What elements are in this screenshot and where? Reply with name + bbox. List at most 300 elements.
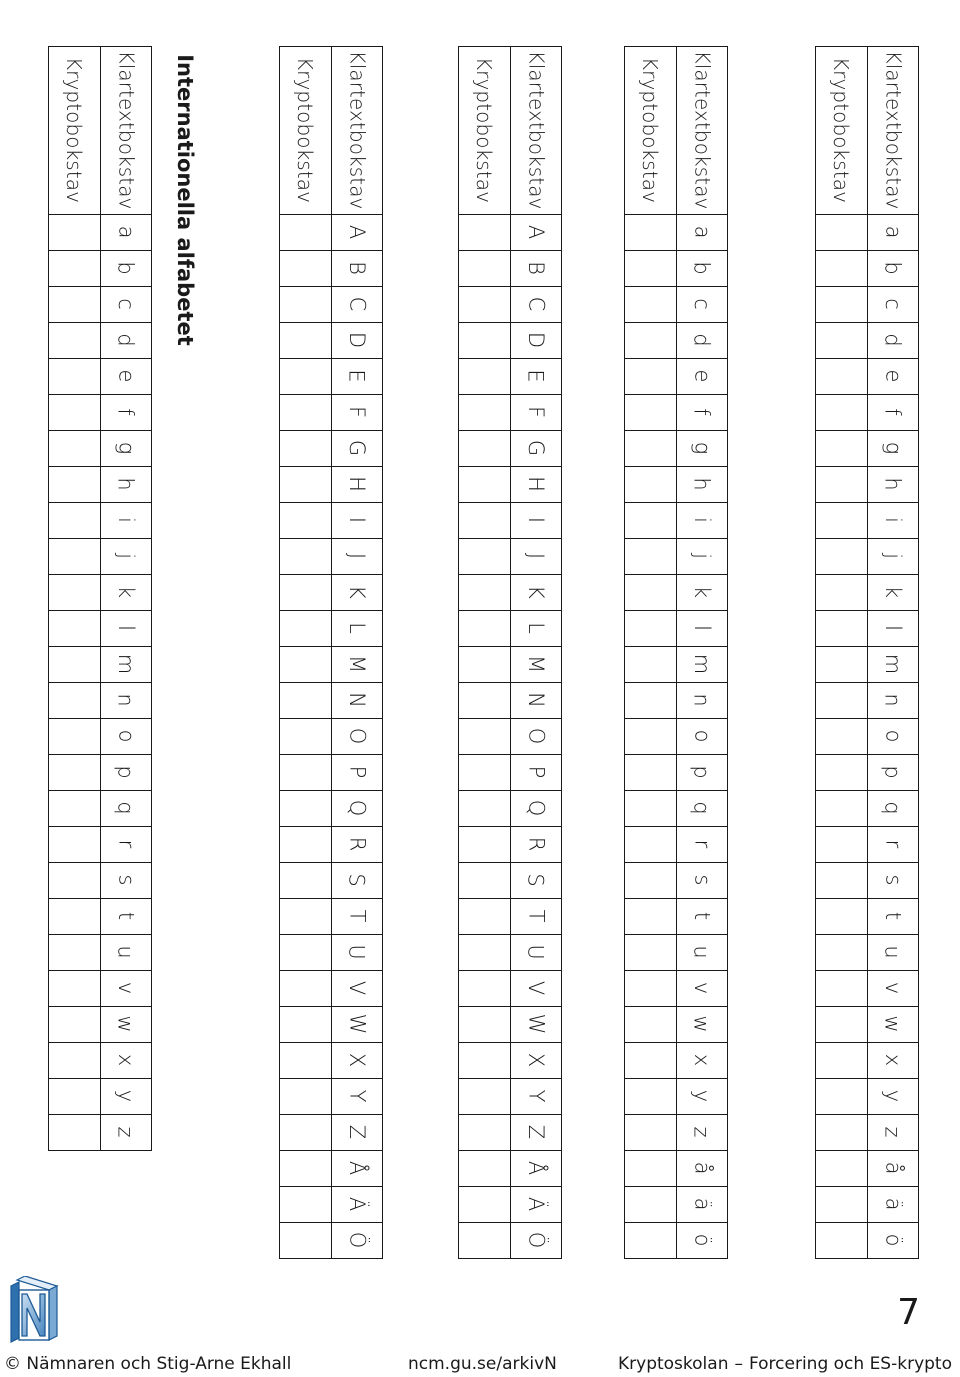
plaintext-letter [331, 574, 383, 610]
cipher-letter-input[interactable] [816, 539, 866, 573]
section-heading-text: Internationella alfabetet [173, 54, 197, 346]
cipher-letter-input[interactable] [816, 503, 866, 537]
cipher-row-label-text: Kryptobokstav [829, 56, 853, 204]
cipher-letter-input[interactable] [459, 287, 509, 321]
plaintext-letter-text: j [114, 553, 138, 559]
plaintext-letter-text: g [689, 441, 714, 455]
cipher-letter-input[interactable] [625, 1223, 675, 1257]
cipher-letter-input[interactable] [49, 971, 99, 1005]
cipher-letter-input[interactable] [816, 215, 866, 249]
cipher-letter-input[interactable] [459, 827, 509, 861]
cipher-letter-input[interactable] [459, 359, 509, 393]
plaintext-letter-text: Å [524, 1160, 548, 1176]
grid-line [458, 1258, 562, 1259]
plaintext-letter [100, 934, 152, 970]
cipher-letter-input[interactable] [816, 899, 866, 933]
cipher-letter-input[interactable] [49, 863, 99, 897]
plaintext-letter [100, 1078, 152, 1114]
grid-line [48, 1150, 152, 1151]
plaintext-letter-text: n [881, 693, 905, 707]
plaintext-letter-text: D [344, 331, 369, 349]
cipher-letter-input[interactable] [49, 251, 99, 285]
cipher-letter-input[interactable] [459, 503, 509, 537]
plaintext-row-label [867, 46, 919, 214]
cipher-letter-input[interactable] [625, 971, 675, 1005]
cipher-letter-input[interactable] [459, 1151, 509, 1185]
plaintext-letter-text: T [344, 909, 369, 923]
plaintext-letter-text: y [881, 1089, 905, 1103]
cipher-letter-input[interactable] [816, 431, 866, 465]
plaintext-letter [331, 502, 383, 538]
plaintext-letter-text: e [113, 369, 138, 383]
cipher-letter-input[interactable] [49, 467, 99, 501]
cipher-letter-input[interactable] [459, 791, 509, 825]
cipher-letter-input[interactable] [459, 467, 509, 501]
cipher-letter-input[interactable] [49, 503, 99, 537]
cipher-letter-input[interactable] [49, 1043, 99, 1077]
plaintext-letter [100, 502, 152, 538]
cipher-letter-input[interactable] [816, 611, 866, 645]
cipher-letter-input[interactable] [816, 827, 866, 861]
plaintext-letter [510, 790, 562, 826]
cipher-letter-input[interactable] [49, 323, 99, 357]
cipher-letter-input[interactable] [280, 1187, 330, 1221]
plaintext-letter [676, 358, 728, 394]
plaintext-letter-text: W [523, 1013, 548, 1035]
cipher-letter-input[interactable] [816, 1043, 866, 1077]
plaintext-letter [331, 322, 383, 358]
cipher-letter-input[interactable] [280, 1043, 330, 1077]
cipher-letter-input[interactable] [459, 251, 509, 285]
cipher-letter-input[interactable] [459, 863, 509, 897]
plaintext-letter [331, 682, 383, 718]
plaintext-row-label-text: Klartextbokstav [690, 50, 714, 210]
cipher-letter-input[interactable] [459, 395, 509, 429]
cipher-letter-input[interactable] [625, 323, 675, 357]
cipher-letter-input[interactable] [816, 647, 866, 681]
cipher-letter-input[interactable] [280, 863, 330, 897]
cipher-letter-input[interactable] [625, 647, 675, 681]
plaintext-row-label-text: Klartextbokstav [881, 50, 905, 210]
plaintext-letter [676, 1078, 728, 1114]
plaintext-letter-text: q [114, 801, 138, 815]
plaintext-letter [676, 898, 728, 934]
cipher-letter-input[interactable] [49, 287, 99, 321]
cipher-letter-input[interactable] [625, 215, 675, 249]
plaintext-letter [331, 610, 383, 646]
plaintext-letter [676, 214, 728, 250]
plaintext-letter [867, 538, 919, 574]
cipher-letter-input[interactable] [280, 431, 330, 465]
cipher-letter-input[interactable] [49, 611, 99, 645]
cipher-letter-input[interactable] [816, 1187, 866, 1221]
cipher-letter-input[interactable] [49, 215, 99, 249]
plaintext-letter-text: å [881, 1161, 905, 1175]
cipher-letter-input[interactable] [625, 899, 675, 933]
plaintext-letter [100, 430, 152, 466]
plaintext-letter [676, 430, 728, 466]
cipher-letter-input[interactable] [459, 971, 509, 1005]
plaintext-letter-text: j [881, 553, 905, 559]
plaintext-letter-text: b [881, 261, 905, 275]
plaintext-letter [676, 466, 728, 502]
cipher-letter-input[interactable] [280, 395, 330, 429]
cipher-letter-input[interactable] [280, 323, 330, 357]
cipher-letter-input[interactable] [625, 287, 675, 321]
cipher-letter-input[interactable] [625, 863, 675, 897]
plaintext-letter [331, 970, 383, 1006]
plaintext-letter [100, 538, 152, 574]
plaintext-letter-text: X [523, 1052, 548, 1068]
cipher-letter-input[interactable] [625, 611, 675, 645]
cipher-letter-input[interactable] [49, 935, 99, 969]
plaintext-row-label-text: Klartextbokstav [345, 50, 369, 210]
plaintext-letter-text: D [523, 331, 548, 349]
plaintext-letter [510, 466, 562, 502]
cipher-letter-input[interactable] [49, 719, 99, 753]
cipher-letter-input[interactable] [459, 647, 509, 681]
cipher-letter-input[interactable] [625, 1079, 675, 1113]
cipher-letter-input[interactable] [625, 539, 675, 573]
plaintext-letter-text: x [114, 1053, 138, 1067]
plaintext-letter [676, 1042, 728, 1078]
plaintext-letter [100, 790, 152, 826]
cipher-letter-input[interactable] [459, 1007, 509, 1041]
plaintext-letter-text: L [344, 622, 369, 634]
plaintext-letter [676, 718, 728, 754]
plaintext-letter [867, 718, 919, 754]
footer-topic: Forcering och ES-krypto [748, 1354, 952, 1374]
plaintext-letter-text: H [523, 476, 548, 492]
plaintext-letter [100, 754, 152, 790]
plaintext-letter [331, 862, 383, 898]
cipher-letter-input[interactable] [49, 647, 99, 681]
cipher-letter-input[interactable] [280, 719, 330, 753]
page-number: 7 [897, 1292, 920, 1333]
cipher-letter-input[interactable] [49, 1115, 99, 1149]
cipher-letter-input[interactable] [459, 215, 509, 249]
cipher-letter-input[interactable] [816, 971, 866, 1005]
plaintext-letter-text: Q [524, 799, 548, 817]
plaintext-letter [100, 394, 152, 430]
cipher-letter-input[interactable] [280, 251, 330, 285]
cipher-letter-input[interactable] [816, 863, 866, 897]
cipher-letter-input[interactable] [816, 359, 866, 393]
plaintext-letter [510, 250, 562, 286]
plaintext-letter [100, 1042, 152, 1078]
cipher-letter-input[interactable] [816, 1151, 866, 1185]
cipher-letter-input[interactable] [459, 611, 509, 645]
cipher-letter-input[interactable] [816, 719, 866, 753]
footer-series-name: Kryptoskolan [618, 1354, 729, 1374]
plaintext-letter-text: t [880, 911, 905, 921]
cipher-letter-input[interactable] [625, 503, 675, 537]
plaintext-letter [867, 826, 919, 862]
cipher-letter-input[interactable] [49, 755, 99, 789]
cipher-letter-input[interactable] [625, 395, 675, 429]
cipher-letter-input[interactable] [280, 755, 330, 789]
cipher-letter-input[interactable] [280, 539, 330, 573]
plaintext-letter [676, 646, 728, 682]
cipher-letter-input[interactable] [49, 395, 99, 429]
plaintext-letter-text: C [344, 296, 369, 312]
plaintext-letter-text: p [881, 765, 905, 779]
cipher-letter-input[interactable] [625, 1187, 675, 1221]
plaintext-letter-text: V [345, 980, 369, 996]
cipher-letter-input[interactable] [459, 1079, 509, 1113]
plaintext-letter-text: P [344, 765, 369, 779]
cipher-letter-input[interactable] [280, 899, 330, 933]
plaintext-letter [331, 790, 383, 826]
plaintext-letter-text: J [344, 552, 369, 560]
cipher-letter-input[interactable] [49, 431, 99, 465]
cipher-letter-input[interactable] [280, 971, 330, 1005]
plaintext-letter-text: i [114, 517, 138, 523]
cipher-letter-input[interactable] [459, 1223, 509, 1257]
plaintext-letter-text: t [689, 911, 714, 921]
plaintext-letter-text: m [881, 653, 905, 675]
plaintext-letter [331, 1042, 383, 1078]
cipher-letter-input[interactable] [459, 539, 509, 573]
cipher-letter-input[interactable] [625, 251, 675, 285]
plaintext-letter-text: y [690, 1089, 714, 1103]
cipher-letter-input[interactable] [49, 1079, 99, 1113]
plaintext-letter-text: X [344, 1052, 369, 1068]
plaintext-letter-text: q [690, 801, 714, 815]
cipher-letter-input[interactable] [280, 359, 330, 393]
cipher-letter-input[interactable] [49, 827, 99, 861]
cipher-letter-input[interactable] [816, 395, 866, 429]
plaintext-letter [676, 1150, 728, 1186]
cipher-letter-input[interactable] [280, 287, 330, 321]
plaintext-letter-text: o [113, 729, 138, 743]
cipher-letter-input[interactable] [816, 323, 866, 357]
cipher-row-label [48, 46, 100, 214]
plaintext-letter-text: g [113, 441, 138, 455]
cipher-letter-input[interactable] [459, 935, 509, 969]
cipher-letter-input[interactable] [280, 791, 330, 825]
cipher-letter-input[interactable] [459, 323, 509, 357]
cipher-letter-input[interactable] [816, 683, 866, 717]
plaintext-letter [676, 250, 728, 286]
cipher-letter-input[interactable] [280, 1151, 330, 1185]
plaintext-letter-text: E [524, 369, 548, 383]
plaintext-letter-text: A [345, 224, 369, 240]
plaintext-letter [867, 754, 919, 790]
cipher-letter-input[interactable] [625, 467, 675, 501]
cipher-letter-input[interactable] [459, 755, 509, 789]
plaintext-letter-text: u [114, 945, 138, 959]
plaintext-letter [510, 394, 562, 430]
section-heading [165, 54, 205, 346]
plaintext-letter-text: a [114, 225, 138, 239]
cipher-letter-input[interactable] [280, 1079, 330, 1113]
cipher-letter-input[interactable] [816, 755, 866, 789]
footer-separator: – [734, 1354, 743, 1374]
cipher-letter-input[interactable] [625, 683, 675, 717]
cipher-row-label [279, 46, 331, 214]
cipher-letter-input[interactable] [625, 1151, 675, 1185]
plaintext-letter [676, 826, 728, 862]
plaintext-letter [100, 574, 152, 610]
cipher-letter-input[interactable] [625, 719, 675, 753]
plaintext-letter [867, 358, 919, 394]
cipher-letter-input[interactable] [280, 827, 330, 861]
plaintext-letter [331, 466, 383, 502]
plaintext-letter-text: h [690, 477, 714, 491]
cipher-letter-input[interactable] [625, 791, 675, 825]
cipher-letter-input[interactable] [49, 539, 99, 573]
plaintext-letter [510, 718, 562, 754]
plaintext-letter [331, 1222, 383, 1258]
cipher-letter-input[interactable] [280, 1007, 330, 1041]
cipher-letter-input[interactable] [280, 683, 330, 717]
plaintext-letter [676, 790, 728, 826]
cipher-letter-input[interactable] [625, 1043, 675, 1077]
cipher-letter-input[interactable] [459, 899, 509, 933]
plaintext-letter-text: i [881, 517, 905, 523]
cipher-letter-input[interactable] [459, 431, 509, 465]
plaintext-letter-text: P [523, 765, 548, 779]
plaintext-letter-text: Ö [524, 1231, 548, 1249]
plaintext-row-label [510, 46, 562, 214]
plaintext-letter [676, 322, 728, 358]
cipher-letter-input[interactable] [816, 1079, 866, 1113]
plaintext-letter-text: d [881, 333, 905, 347]
page-footer [0, 1354, 960, 1376]
plaintext-letter-text: F [524, 405, 548, 419]
cipher-letter-input[interactable] [49, 359, 99, 393]
grid-line [624, 1258, 728, 1259]
plaintext-letter [510, 682, 562, 718]
cipher-letter-input[interactable] [625, 935, 675, 969]
plaintext-letter-text: S [524, 873, 548, 887]
cipher-letter-input[interactable] [49, 1007, 99, 1041]
cipher-letter-input[interactable] [49, 899, 99, 933]
plaintext-letter-text: z [114, 1126, 138, 1138]
plaintext-letter [676, 574, 728, 610]
plaintext-letter [867, 286, 919, 322]
plaintext-letter-text: E [345, 369, 369, 383]
plaintext-letter [867, 1114, 919, 1150]
cipher-letter-input[interactable] [459, 683, 509, 717]
cipher-letter-input[interactable] [280, 503, 330, 537]
plaintext-letter-text: w [690, 1015, 714, 1033]
cipher-letter-input[interactable] [625, 1115, 675, 1149]
plaintext-letter [676, 286, 728, 322]
plaintext-letter [867, 682, 919, 718]
cipher-letter-input[interactable] [49, 683, 99, 717]
cipher-letter-input[interactable] [459, 719, 509, 753]
cipher-letter-input[interactable] [280, 1115, 330, 1149]
plaintext-letter-text: A [524, 224, 548, 240]
plaintext-letter-text: z [690, 1126, 714, 1138]
plaintext-letter-text: Å [345, 1160, 369, 1176]
cipher-letter-input[interactable] [280, 647, 330, 681]
cipher-letter-input[interactable] [280, 575, 330, 609]
cipher-row-label [624, 46, 676, 214]
cipher-letter-input[interactable] [625, 431, 675, 465]
plaintext-letter [676, 682, 728, 718]
plaintext-letter [867, 250, 919, 286]
cipher-letter-input[interactable] [625, 359, 675, 393]
plaintext-letter [867, 502, 919, 538]
plaintext-letter [510, 574, 562, 610]
plaintext-letter [100, 358, 152, 394]
plaintext-letter-text: w [114, 1015, 138, 1033]
cipher-letter-input[interactable] [280, 611, 330, 645]
cipher-letter-input[interactable] [459, 1043, 509, 1077]
plaintext-letter-text: Ä [345, 1196, 369, 1212]
plaintext-letter [100, 466, 152, 502]
plaintext-letter-text: ö [880, 1233, 905, 1247]
plaintext-letter-text: R [345, 836, 369, 852]
cipher-letter-input[interactable] [816, 1115, 866, 1149]
plaintext-letter [867, 394, 919, 430]
plaintext-letter-text: v [690, 981, 714, 995]
plaintext-letter-text: v [881, 981, 905, 995]
plaintext-letter-text: Q [345, 799, 369, 817]
plaintext-letter-text: N [524, 692, 548, 708]
plaintext-letter [100, 1006, 152, 1042]
cipher-letter-input[interactable] [49, 791, 99, 825]
cipher-letter-input[interactable] [816, 251, 866, 285]
cipher-letter-input[interactable] [625, 755, 675, 789]
cipher-letter-input[interactable] [49, 575, 99, 609]
cipher-letter-input[interactable] [816, 791, 866, 825]
cipher-letter-input[interactable] [816, 467, 866, 501]
plaintext-letter [510, 934, 562, 970]
plaintext-letter-text: c [689, 298, 714, 310]
cipher-letter-input[interactable] [816, 1223, 866, 1257]
plaintext-letter-text: U [345, 944, 369, 960]
cipher-letter-input[interactable] [280, 1223, 330, 1257]
plaintext-letter-text: T [523, 909, 548, 923]
plaintext-row-label [331, 46, 383, 214]
plaintext-letter [331, 646, 383, 682]
plaintext-letter-text: M [524, 654, 548, 674]
plaintext-letter [510, 1114, 562, 1150]
cipher-letter-input[interactable] [816, 575, 866, 609]
plaintext-letter [867, 1186, 919, 1222]
cipher-letter-input[interactable] [280, 467, 330, 501]
cipher-letter-input[interactable] [816, 935, 866, 969]
cipher-letter-input[interactable] [625, 575, 675, 609]
plaintext-letter-text: I [344, 516, 369, 524]
plaintext-letter [100, 898, 152, 934]
plaintext-letter [867, 214, 919, 250]
cipher-letter-input[interactable] [280, 215, 330, 249]
plaintext-letter [331, 430, 383, 466]
plaintext-letter-text: l [690, 625, 714, 631]
plaintext-letter [331, 718, 383, 754]
cipher-letter-input[interactable] [625, 827, 675, 861]
plaintext-letter [867, 970, 919, 1006]
plaintext-letter [867, 934, 919, 970]
cipher-letter-input[interactable] [816, 287, 866, 321]
cipher-letter-input[interactable] [625, 1007, 675, 1041]
cipher-letter-input[interactable] [816, 1007, 866, 1041]
cipher-letter-input[interactable] [459, 1187, 509, 1221]
plaintext-letter-text: ä [690, 1197, 714, 1211]
plaintext-letter [867, 1078, 919, 1114]
cipher-letter-input[interactable] [459, 1115, 509, 1149]
plaintext-letter-text: h [881, 477, 905, 491]
plaintext-letter-text: Ä [524, 1196, 548, 1212]
cipher-letter-input[interactable] [459, 575, 509, 609]
plaintext-letter-text: p [690, 765, 714, 779]
cipher-letter-input[interactable] [280, 935, 330, 969]
